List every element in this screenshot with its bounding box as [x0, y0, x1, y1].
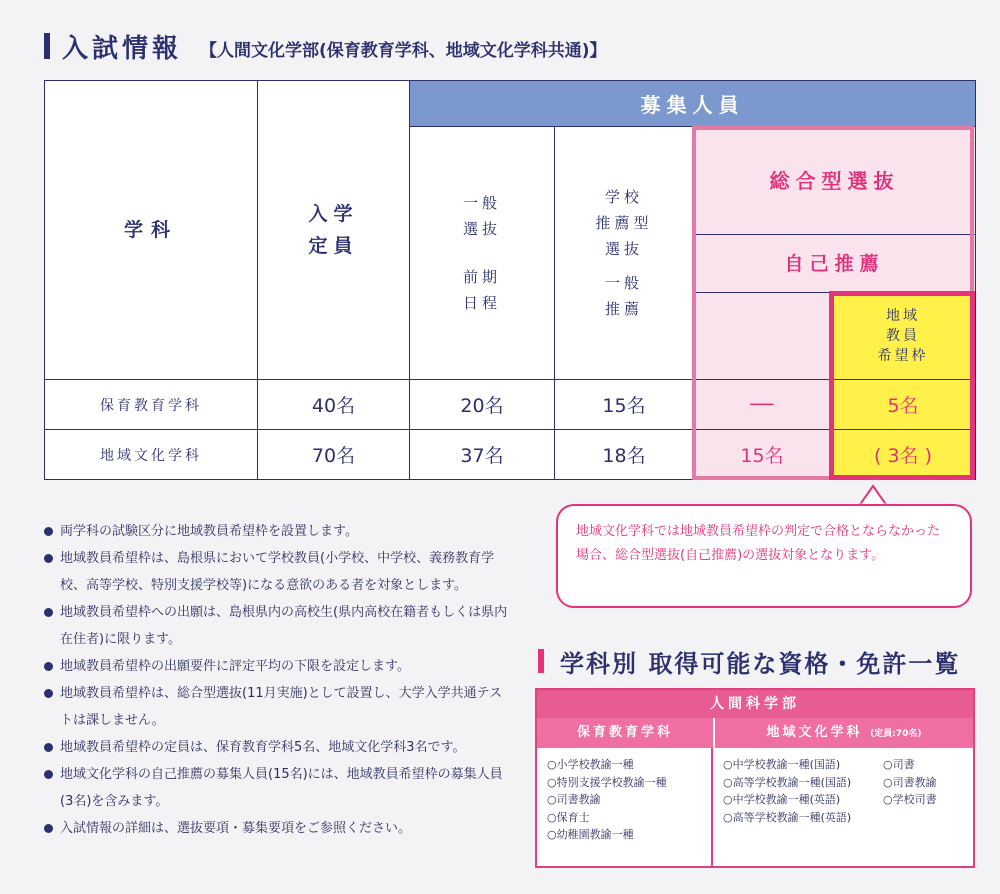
table-row — [45, 430, 976, 480]
recruit-header: 募集人員 — [410, 81, 976, 127]
row-general: 37名 — [410, 430, 555, 480]
col-general-header: 一般 選抜 前期 日程 — [410, 127, 555, 380]
row-regional: ( 3名 ) — [831, 430, 976, 480]
self-recommend-header: 自己推薦 — [694, 235, 976, 293]
qual-col1-header: 保育教育学科 — [537, 718, 715, 748]
qual-faculty-header: 人間科学部 — [537, 690, 973, 718]
row-self: ── — [694, 380, 831, 430]
qual-col2a-list: ○中学校教諭一種(国語) ○高等学校教諭一種(国語) ○中学校教諭一種(英語) ○高等学校教諭一種(英語) — [723, 758, 852, 824]
list-item: 地域教員希望枠への出願は、島根県内の高校生(県内高校在籍者もしくは県内在住者)に限ります。 — [44, 599, 514, 653]
row-school: 15名 — [555, 380, 694, 430]
self-recommend-spacer — [694, 293, 831, 380]
page-title: 入試情報 — [62, 34, 183, 64]
list-item: 地域教員希望枠の出願要件に評定平均の下限を設定します。 — [44, 653, 514, 680]
list-item: 入試情報の詳細は、選抜要項・募集要項をご参照ください。 — [44, 815, 514, 842]
row-self: 15名 — [694, 430, 831, 480]
row-capacity: 40名 — [258, 380, 410, 430]
comprehensive-header: 総合型選抜 — [694, 127, 976, 235]
col-dept-header: 学科 — [45, 81, 258, 380]
list-item: 地域教員希望枠は、島根県において学校教員(小学校、中学校、義務教育学校、高等学校、特別支援学校等)になる意欲のある者を対象とします。 — [44, 545, 514, 599]
row-school: 18名 — [555, 430, 694, 480]
qual-col2-header: 地域文化学科 (定員:70名) — [766, 725, 922, 740]
qual-col2b-list: ○司書 ○司書教諭 ○学校司書 — [883, 758, 937, 806]
qual-title-marker — [538, 649, 544, 673]
list-item: 地域教員希望枠は、総合型選抜(11月実施)として設置し、大学入学共通テストは課しません。 — [44, 680, 514, 734]
list-item: 地域教員希望枠の定員は、保育教育学科5名、地域文化学科3名です。 — [44, 734, 514, 761]
title-marker — [44, 33, 50, 59]
qualifications-table — [535, 688, 975, 868]
list-item: 両学科の試験区分に地域教員希望枠を設置します。 — [44, 518, 514, 545]
row-regional: 5名 — [831, 380, 976, 430]
callout-note: 地域文化学科では地域教員希望枠の判定で合格とならなかった場合、総合型選抜(自己推薦)の選抜対象となります。 — [556, 504, 972, 608]
row-dept: 地域文化学科 — [45, 430, 258, 480]
admissions-table — [44, 80, 976, 480]
list-item: 地域文化学科の自己推薦の募集人員(15名)には、地域教員希望枠の募集人員(3名)を含みます。 — [44, 761, 514, 815]
qualifications-title: 学科別 取得可能な資格・免許一覧 — [560, 650, 961, 678]
notes-list — [44, 518, 514, 842]
col-capacity-header: 入学 定員 — [258, 81, 410, 380]
row-general: 20名 — [410, 380, 555, 430]
row-dept: 保育教育学科 — [45, 380, 258, 430]
regional-teacher-header: 地域 教員 希望枠 — [831, 293, 976, 380]
col-school-header: 学校 推薦型 選抜 一般 推薦 — [555, 127, 694, 380]
callout-pointer — [853, 484, 893, 506]
row-capacity: 70名 — [258, 430, 410, 480]
page-subtitle: 【人間文化学部(保育教育学科、地域文化学科共通)】 — [200, 41, 607, 61]
qual-col1-list: ○小学校教諭一種 ○特別支援学校教諭一種 ○司書教諭 ○保育士 ○幼稚園教諭一種 — [537, 748, 713, 866]
table-row — [45, 380, 976, 430]
